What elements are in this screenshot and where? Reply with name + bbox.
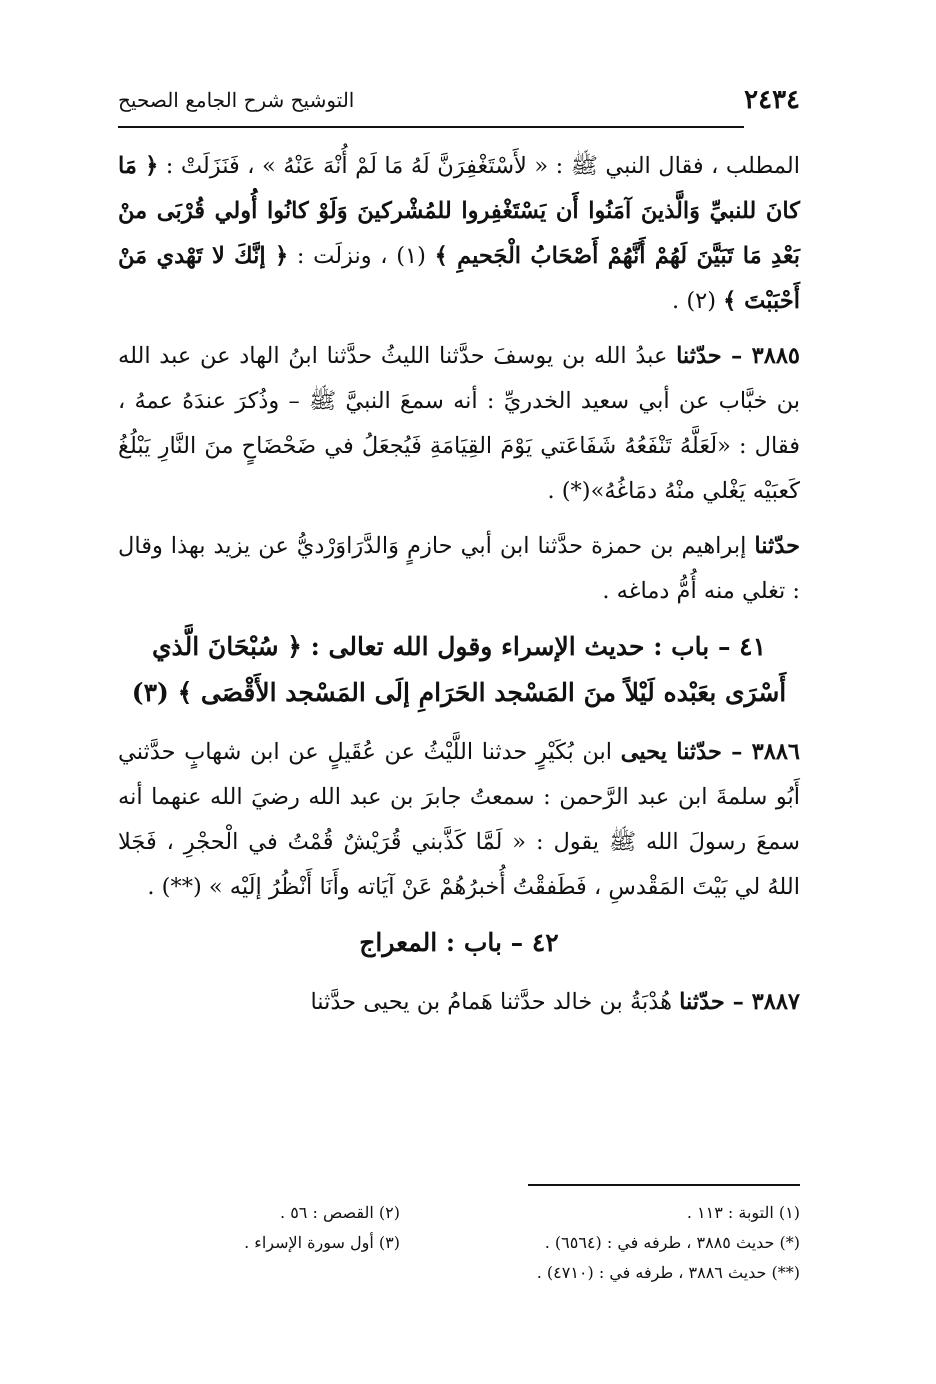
book-page — [118, 78, 800, 1328]
hadith-3887 — [118, 980, 800, 1025]
footnote: (٣) أول سورة الإسراء . — [244, 1233, 400, 1252]
hadith-text: إبراهيم بن حمزة حدَّثنا ابن أبي حازمٍ وَالدَّرَاوَرْديُّ عن يزيد بهذا وقال : تغلي منه أُمُّ دماغه . — [118, 533, 800, 604]
page-number: ٢٤٣٤ — [744, 85, 800, 115]
main-text — [118, 144, 800, 1035]
paragraph-text: المطلب ، فقال النبي ﷺ : « لأَسْتَغْفِرَنَّ لَهُ مَا لَمْ أُنْهَ عَنْهُ » ، — [247, 153, 800, 179]
footnote-ref: (٢) . — [672, 288, 724, 314]
hadith-3886 — [118, 730, 800, 910]
hadith-3885 — [118, 334, 800, 514]
paragraph-1 — [118, 144, 800, 324]
quran-verse: ﴿ مَا كانَ للنبيِّ وَالَّذينَ آمَنُوا أَن يَسْتَغْفِروا للمُشْركينَ وَلَوْ كانُوا أُولي قُرْبَى منْ بَعْدِ مَا تَبَيَّنَ لَهُمْ أَنَّهُمْ أَصْحَابُ الْجَحيمِ ﴾ — [118, 153, 801, 269]
footnote: (*) حديث ٣٨٨٥ ، طرفه في : (٦٥٦٤) . — [544, 1233, 800, 1252]
footnotes — [158, 1198, 800, 1288]
hadith-number: ٣٨٨٥ – حدّثنا — [676, 343, 800, 369]
hadith-text: ابن بُكَيْرٍ حدثنا اللَّيْثُ عن عُقَيلٍ عن ابن شهابٍ حدَّثني أَبُو سلمةَ ابن عبد الرَّحمن : سمعتُ جابرَ بن عبد الله رضيَ الله عنهما أنه سمعَ رسولَ الله ﷺ يقول : « لَمَّا كَذَّبني قُرَيْشٌ قُمْتُ في الْحجْرِ ، فَجَلا اللهُ لي بَيْتَ المَقْدسِ ، فَطَفقْتُ أُخبرُهُمْ عَنْ آيَاته وأَنَا أَنْظُرُ إلَيْه » (**) . — [118, 739, 800, 900]
paragraph-text: ونزلَت : — [288, 243, 372, 269]
footnote-row — [158, 1228, 800, 1258]
footnote: (٢) القصص : ٥٦ . — [280, 1203, 400, 1222]
footnote-ref: (١) ، — [380, 243, 435, 269]
footnote-row — [158, 1258, 800, 1288]
quran-verse: ﴿ إنَّكَ لا تَهْدي مَنْ أَحْبَبْتَ ﴾ — [118, 243, 800, 314]
chapter-heading-42: ٤٢ – باب : المعراج — [359, 928, 559, 957]
paragraph-text: فَنَزَلَتْ : — [158, 153, 240, 179]
hadith-number: حدّثنا — [754, 533, 800, 559]
header-rule — [118, 126, 744, 128]
hadith-number: ٣٨٨٦ – حدّثنا يحيى — [620, 739, 800, 765]
page-header — [118, 78, 800, 122]
running-title: التوشيح شرح الجامع الصحيح — [118, 88, 355, 112]
hadith-3885-alt-chain — [118, 524, 800, 614]
hadith-text: هُدْبَةُ بن خالد حدَّثنا هَمامُ بن يحيى حدَّثنا — [310, 989, 680, 1015]
footnote: (**) حديث ٣٨٨٦ ، طرفه في : (٤٧١٠) . — [536, 1263, 800, 1282]
hadith-text: عبدُ الله بن يوسفَ حدَّثنا الليثُ حدَّثنا ابنُ الهاد عن عبد الله بن خبَّاب عن أبي سعيد الخدريِّ : أنه سمعَ النبيَّ ﷺ – وذُكرَ عندَهُ عمهُ ، فقال : «لَعَلَّهُ تَنْفَعُهُ شَفَاعَتي يَوْمَ القِيَامَةِ فَيُجعَلُ في ضَحْضَاحٍ منَ النَّارِ يَبْلُغُ كَعبَيْه يَغْلي منْهُ دمَاغُهُ»(*) . — [118, 343, 800, 504]
footnotes-rule — [528, 1184, 800, 1186]
footnote-row — [158, 1198, 800, 1228]
footnote: (١) التوبة : ١١٣ . — [686, 1203, 800, 1222]
chapter-heading-41: ٤١ – باب : حديث الإسراء وقول الله تعالى : ﴿ سُبْحَانَ الَّذي أَسْرَى بعَبْده لَيْلاً منَ المَسْجد الحَرَامِ إلَى المَسْجد الأَقْصَى ﴾ (٣) — [131, 632, 787, 707]
hadith-number: ٣٨٨٧ – حدّثنا — [679, 989, 800, 1015]
